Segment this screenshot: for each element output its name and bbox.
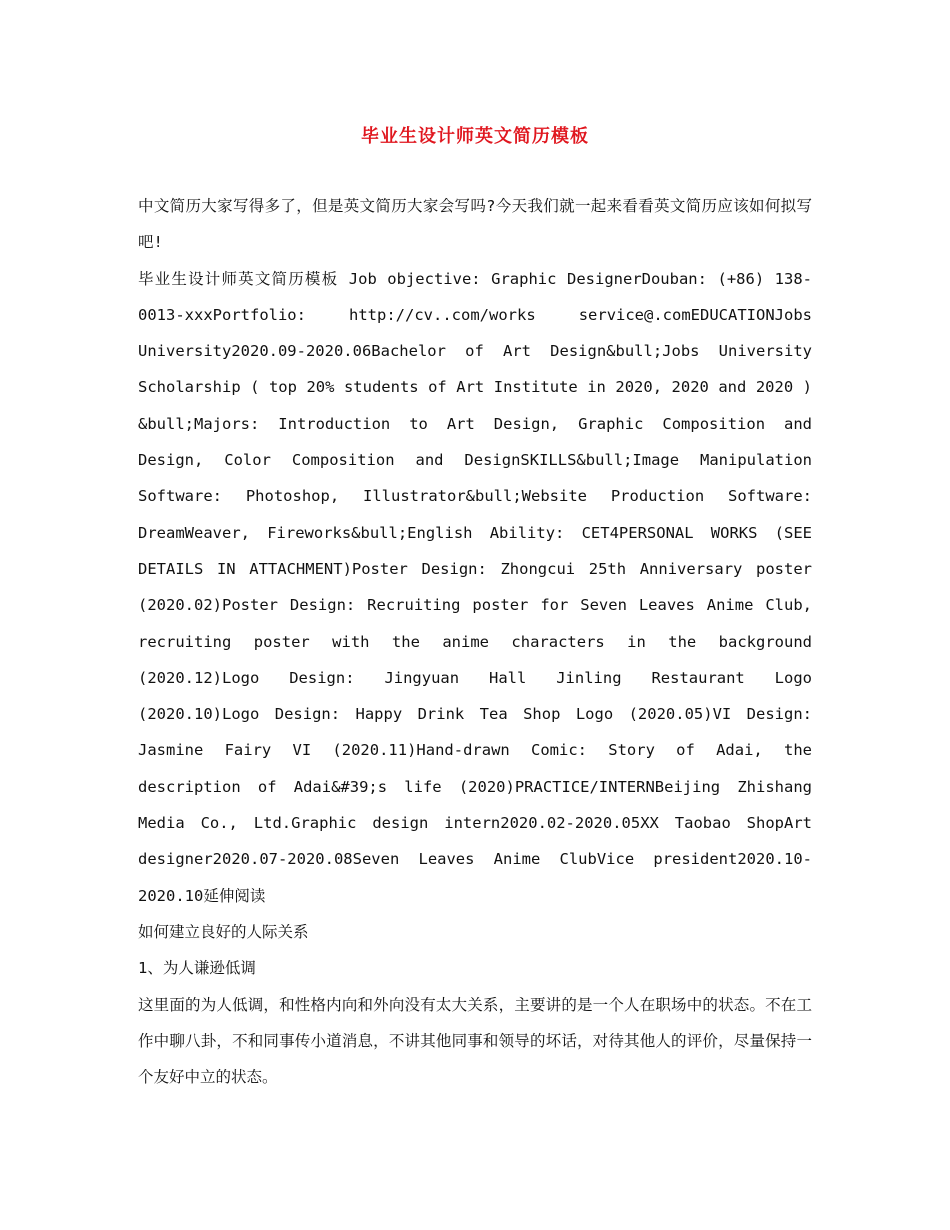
body-paragraph: 这里面的为人低调，和性格内向和外向没有太大关系，主要讲的是一个人在职场中的状态。不在工作中聊八卦，不和同事传小道消息，不讲其他同事和领导的坏话，对待其他人的评价，尽量保持一个友好中立的状态。 (138, 995, 812, 1087)
resume-template-paragraph: 毕业生设计师英文简历模板 Job objective: Graphic DesignerDouban: (+86) 138-0013-xxxPortfolio: http://cv..com/works service@.comEDUCATIONJobs University2020.09-2020.06Bachelor of Art Design&bull;Jobs University Scholarship ( top 20% students of Art Institute in 2020, 2020 and 2020 ) &bull;Majors: Introduction to Art Design, Graphic Composition and Design, Color Composition and DesignSKILLS&bull;Image Manipulation Software: Photoshop, Illustrator&bull;Website Production Software: DreamWeaver, Fireworks&bull;English Ability: CET4PERSONAL WORKS (SEE DETAILS IN ATTACHMENT)Poster Design: Zhongcui 25th Anniversary poster (2020.02)Poster Design: Recruiting poster for Seven Leaves Anime Club, recruiting poster with the anime characters in the background (2020.12)Logo Design: Jingyuan Hall Jinling Restaurant Logo (2020.10)Logo Design: Happy Drink Tea Shop Logo (2020.05)VI Design: Jasmine Fairy VI (2020.11)Hand-drawn Comic: Story of Adai, the description of Adai&#39;s life (2020)PRACTICE/INTERNBeijing Zhishang Media Co., Ltd.Graphic design intern2020.02-2020.05XX Taobao ShopArt designer2020.07-2020.08Seven Leaves Anime ClubVice president2020.10-2020.10延伸阅读 (138, 269, 812, 905)
list-item-heading: 1、为人谦逊低调 (138, 959, 256, 978)
document-title: 毕业生设计师英文简历模板 (361, 126, 589, 147)
section-heading: 如何建立良好的人际关系 (138, 922, 309, 941)
document-body (138, 188, 812, 1095)
intro-paragraph: 中文简历大家写得多了，但是英文简历大家会写吗?今天我们就一起来看看英文简历应该如何拟写吧! (138, 197, 812, 252)
